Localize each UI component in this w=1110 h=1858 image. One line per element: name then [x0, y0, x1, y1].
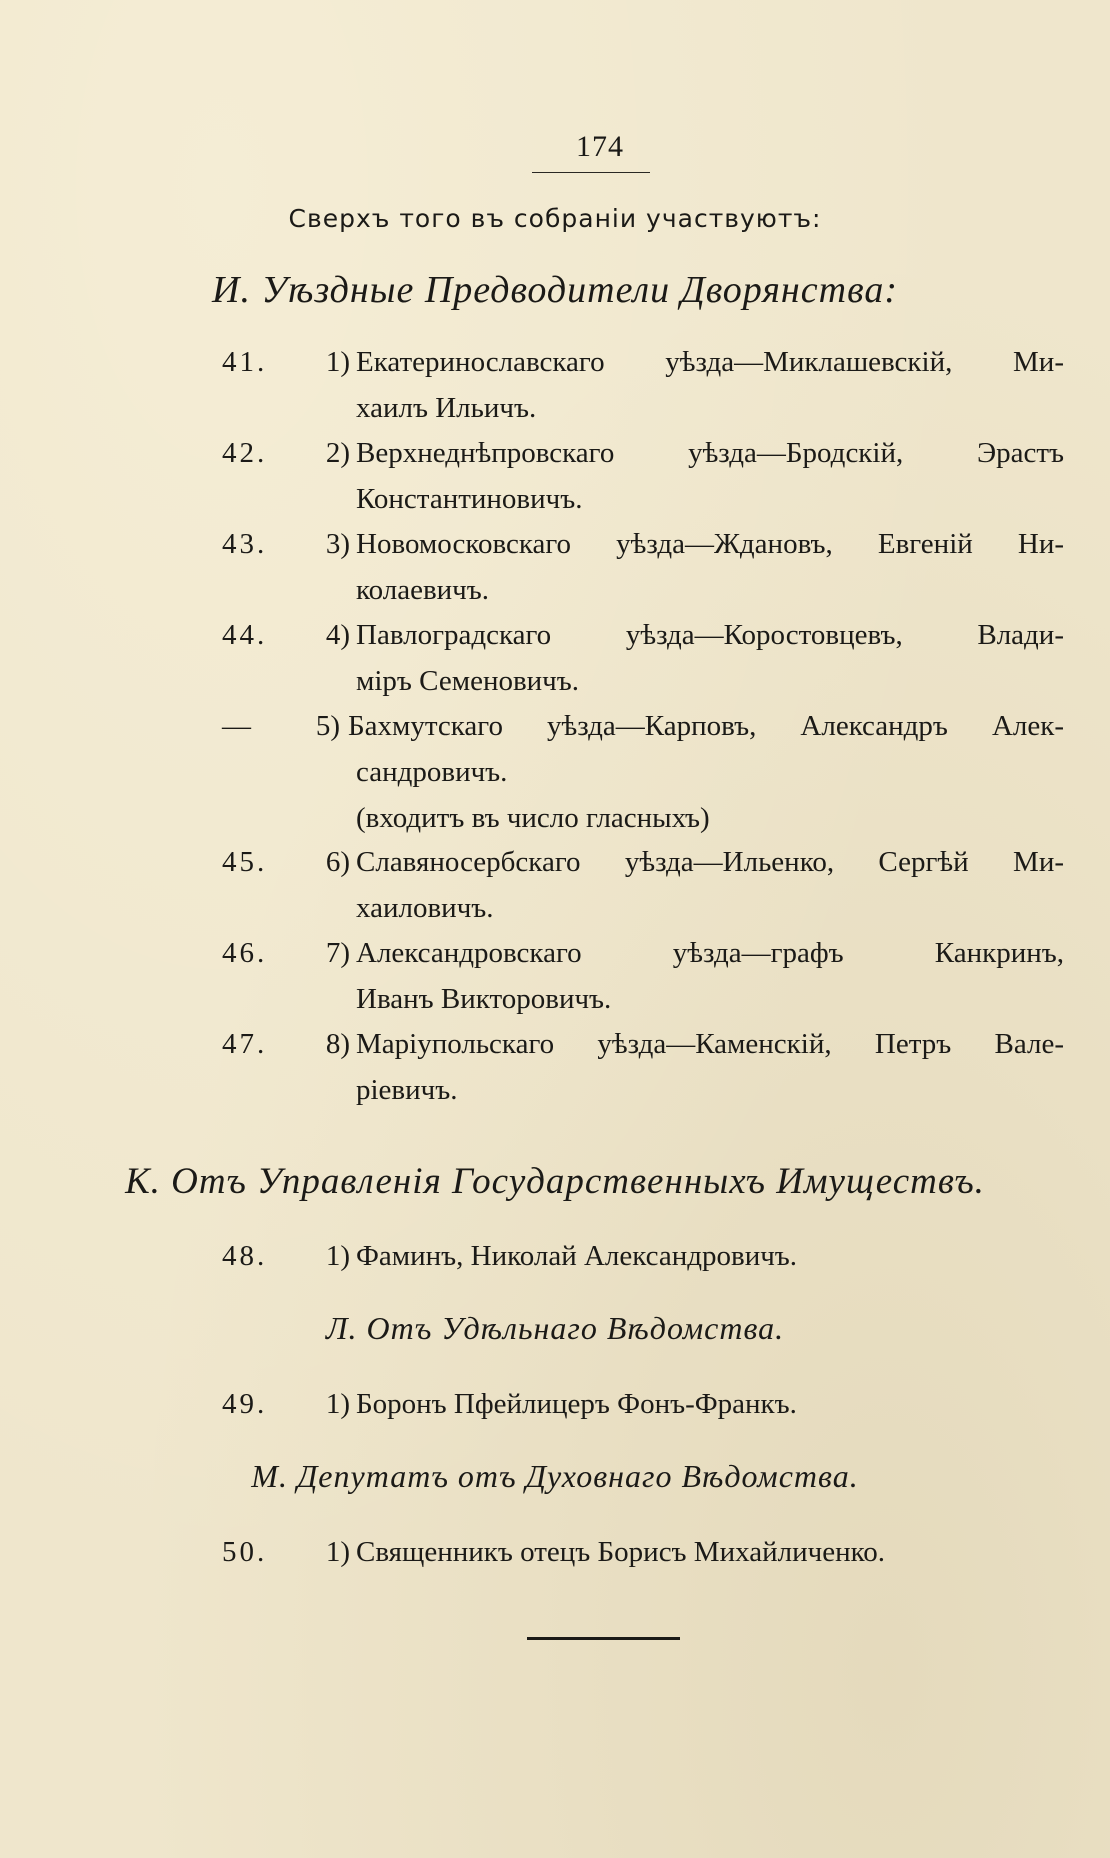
entry-text-line3: (входитъ въ число гласныхъ) — [356, 802, 710, 834]
entry-text-line1: Фаминъ, Николай Александровичъ. — [356, 1240, 798, 1272]
intro-line: Сверхъ того въ собраніи участвуютъ: — [288, 204, 822, 233]
entry-text-line1: Священникъ отецъ Борисъ Михайличенко. — [356, 1536, 885, 1568]
page-number-rule — [532, 172, 650, 173]
page-number: 174 — [576, 130, 624, 163]
entry-number: 49. — [222, 1388, 268, 1420]
entry-text-line1: Маріупольскаго уѣзда—Каменскій, Петръ Вале- — [356, 1028, 1064, 1060]
entry-index: 1) — [325, 1388, 350, 1420]
entry-number: 48. — [222, 1240, 268, 1272]
entry-index: 1) — [325, 346, 350, 378]
entry-number: 44. — [222, 619, 268, 651]
entry-index: 3) — [325, 528, 350, 560]
entry-number: 45. — [222, 846, 268, 878]
entry-text-line2: хаилъ Ильичъ. — [356, 392, 537, 424]
entry-text-line1: Новомосковскаго уѣзда—Ждановъ, Евгеній Ни- — [356, 528, 1064, 560]
entry-text-line1: Бахмутскаго уѣзда—Карповъ, Александръ Алек- — [348, 710, 1064, 742]
entry-text-line1: Екатеринославскаго уѣзда—Миклашевскій, Ми- — [356, 346, 1064, 378]
section-heading-l: Л. Отъ Удѣльнаго Вѣдомства. — [325, 1310, 785, 1346]
entry-number: 42. — [222, 437, 268, 469]
entry-number: 46. — [222, 937, 268, 969]
entry-index: 8) — [325, 1028, 350, 1060]
entry-text-line2: ріевичъ. — [356, 1074, 458, 1106]
entry-number: 41. — [222, 346, 268, 378]
entry-text-line2: сандровичъ. — [356, 756, 508, 788]
entry-text-line2: Константиновичъ. — [356, 483, 583, 515]
entry-number: — — [222, 710, 254, 742]
entry-text-line2: Иванъ Викторовичъ. — [356, 983, 612, 1015]
entry-text-line1: Славяносербскаго уѣзда—Ильенко, Сергѣй Ми- — [356, 846, 1064, 878]
entry-index: 4) — [325, 619, 350, 651]
entry-index: 1) — [325, 1240, 350, 1272]
section-heading-m: М. Депутатъ отъ Духовнаго Вѣдомства. — [251, 1458, 859, 1494]
entry-text-line2: колаевичъ. — [356, 574, 489, 606]
entry-index: 7) — [325, 937, 350, 969]
entry-number: 47. — [222, 1028, 268, 1060]
entry-text-line2: хаиловичъ. — [356, 892, 494, 924]
entry-text-line1: Александровскаго уѣзда—графъ Канкринъ, — [356, 937, 1064, 969]
section-heading-k: К. Отъ Управленія Государственныхъ Имуществъ. — [125, 1161, 985, 1202]
entry-text-line1: Боронъ Пфейлицеръ Фонъ-Франкъ. — [356, 1388, 797, 1420]
entry-text-line1: Павлоградскаго уѣзда—Коростовцевъ, Влади- — [356, 619, 1064, 651]
entry-text-line1: Верхнеднѣпровскаго уѣзда—Бродскій, Эрастъ — [356, 437, 1064, 469]
entry-text-line2: міръ Семеновичъ. — [356, 665, 580, 697]
entry-index: 1) — [325, 1536, 350, 1568]
closing-rule — [527, 1637, 680, 1640]
entry-index: 6) — [325, 846, 350, 878]
entry-number: 50. — [222, 1536, 268, 1568]
entry-index: 5) — [315, 710, 340, 742]
section-heading-i: И. Уѣздные Предводители Дворянства: — [212, 269, 898, 311]
entry-index: 2) — [325, 437, 350, 469]
entry-number: 43. — [222, 528, 268, 560]
